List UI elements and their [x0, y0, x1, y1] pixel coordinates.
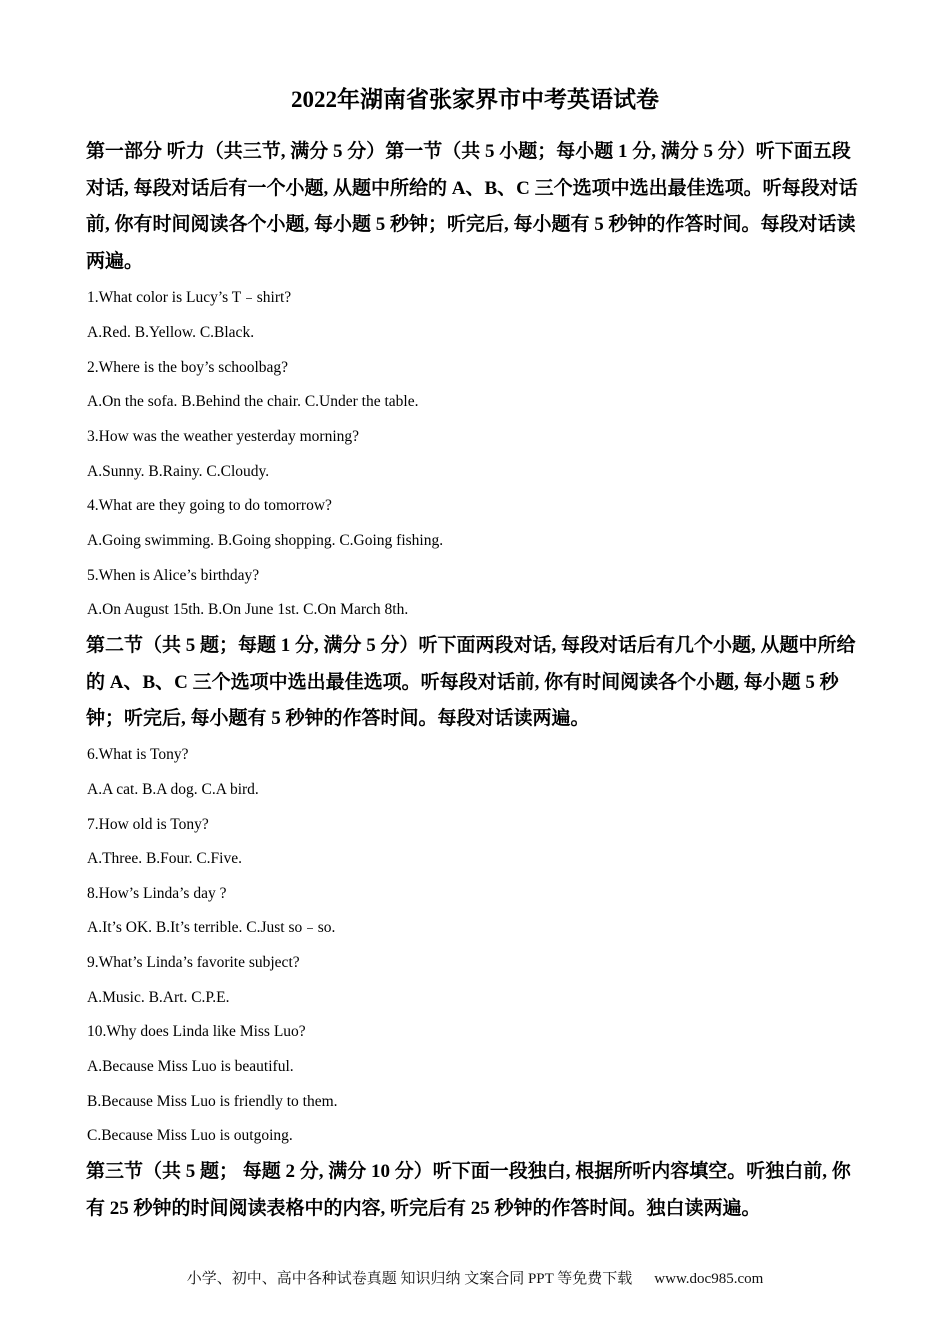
question-10: 10.Why does Linda like Miss Luo? — [87, 1023, 306, 1040]
question-1: 1.What color is Lucy’s T﹣shirt? — [87, 289, 292, 306]
section2-instructions: 第二节（共 5 题；每题 1 分, 满分 5 分）听下面两段对话, 每段对话后有几个小题, 从题中所给的 A、B、C 三个选项中选出最佳选项。听每段对话前, 你有时间阅读各个小题, 每小题 5 秒钟；听完后, 每小题有 5 秒钟的作答时间。每段对话读两遍。 — [86, 635, 856, 729]
question-5-options: A.On August 15th. B.On June 1st. C.On March 8th. — [87, 601, 409, 618]
question-4: 4.What are they going to do tomorrow? — [87, 497, 332, 514]
question-1-options: A.Red. B.Yellow. C.Black. — [87, 324, 255, 341]
page-footer — [0, 1268, 950, 1290]
question-9: 9.What’s Linda’s favorite subject? — [87, 954, 300, 971]
footer-url[interactable]: www.doc985.com — [654, 1271, 764, 1287]
question-8: 8.How’s Linda’s day ? — [87, 885, 227, 902]
question-2-options: A.On the sofa. B.Behind the chair. C.Under the table. — [87, 393, 419, 410]
question-4-options: A.Going swimming. B.Going shopping. C.Going fishing. — [87, 532, 444, 549]
question-6: 6.What is Tony? — [87, 746, 189, 763]
question-7-options: A.Three. B.Four. C.Five. — [87, 850, 242, 867]
question-2: 2.Where is the boy’s schoolbag? — [87, 359, 289, 376]
question-10-option-c: C.Because Miss Luo is outgoing. — [87, 1127, 293, 1144]
page-title: 2022年湖南省张家界市中考英语试卷 — [291, 87, 659, 112]
question-10-option-a: A.Because Miss Luo is beautiful. — [87, 1058, 294, 1075]
question-3-options: A.Sunny. B.Rainy. C.Cloudy. — [87, 463, 270, 480]
question-6-options: A.A cat. B.A dog. C.A bird. — [87, 781, 259, 798]
footer-text: 小学、初中、高中各种试卷真题 知识归纳 文案合同 PPT 等免费下载 — [186, 1271, 633, 1287]
part1-section1-instructions: 第一部分 听力（共三节, 满分 5 分）第一节（共 5 小题；每小题 1 分, 满分 5 分）听下面五段对话, 每段对话后有一个小题, 从题中所给的 A、B、C 三个选项中选出最佳选项。听每段对话前, 你有时间阅读各个小题, 每小题 5 秒钟；听完后, 每小题有 5 秒钟的作答时间。每段对话读两遍。 — [86, 141, 858, 272]
question-10-option-b: B.Because Miss Luo is friendly to them. — [87, 1093, 338, 1110]
question-5: 5.When is Alice’s birthday? — [87, 567, 260, 584]
question-7: 7.How old is Tony? — [87, 816, 209, 833]
section3-instructions: 第三节（共 5 题； 每题 2 分, 满分 10 分）听下面一段独白, 根据所听内容填空。听独白前, 你有 25 秒钟的时间阅读表格中的内容, 听完后有 25 秒钟的作答时间。独白读两遍。 — [86, 1161, 851, 1219]
question-9-options: A.Music. B.Art. C.P.E. — [87, 989, 230, 1006]
question-8-options: A.It’s OK. B.It’s terrible. C.Just so﹣so. — [87, 919, 336, 936]
question-3: 3.How was the weather yesterday morning? — [87, 428, 360, 445]
